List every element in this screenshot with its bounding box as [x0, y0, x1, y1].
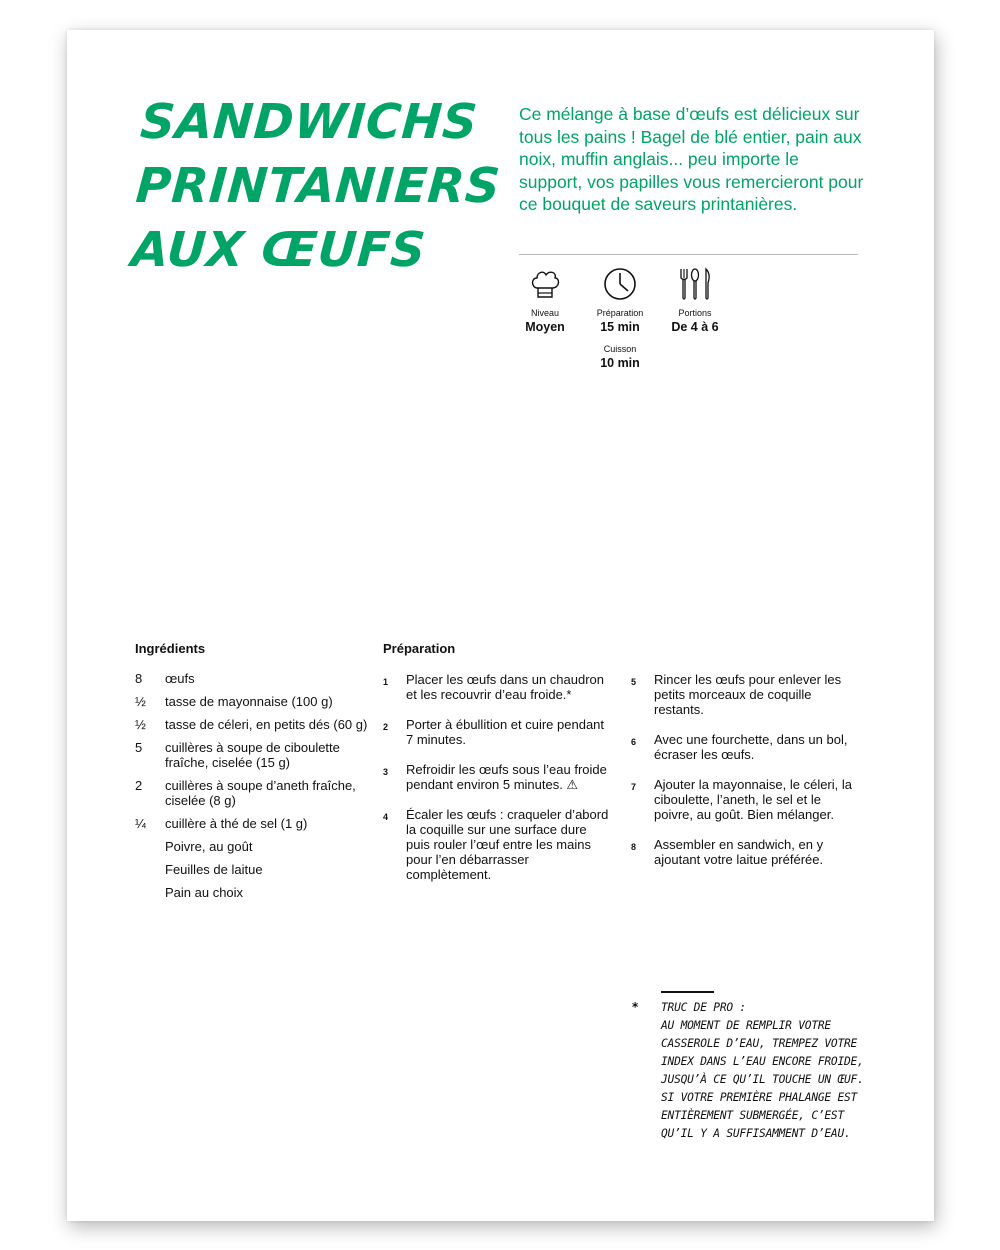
title-line-3: AUX ŒUFS [129, 222, 428, 278]
step-text: Ajouter la mayonnaise, le céleri, la ciboulette, l’aneth, le sel et le poivre, au goût. Bien mélanger. [654, 777, 852, 822]
step-text: Écaler les œufs : craqueler d’abord la coquille sur une surface dure puis rouler l’œuf entre les mains pour l’en débarrasser complètement. [406, 807, 609, 882]
ingredients-list [135, 671, 375, 908]
ingredient-qty: 5 [135, 740, 143, 755]
ingredient-item [135, 862, 375, 877]
ingredient-item [135, 740, 375, 770]
ingredient-text: Poivre, au goût [165, 839, 253, 854]
ingredient-text: tasse de céleri, en petits dés (60 g) [165, 717, 368, 732]
tip-text: AU MOMENT DE REMPLIR VOTRE CASSEROLE D’EAU, TREMPEZ VOTRE INDEX DANS L’EAU ENCORE FROIDE, JUSQU’À CE QU’IL TOUCHE UN ŒUF. SI VOTRE PREMIÈRE PHALANGE EST ENTIÈREMENT SUBMERGÉE, C’EST QU’IL Y A SUFFISAMMENT D’EAU. [661, 1019, 864, 1140]
preparation-step [383, 717, 613, 747]
step-number: 6 [631, 737, 637, 747]
cook-label: Cuisson [603, 344, 637, 354]
ingredient-item [135, 778, 375, 808]
preparation-heading: Préparation [383, 641, 456, 656]
ingredient-text: cuillères à soupe d’aneth fraîche, ciselée (8 g) [165, 778, 356, 808]
ingredient-text: cuillères à soupe de ciboulette fraîche, ciselée (15 g) [165, 740, 340, 770]
ingredient-text: cuillère à thé de sel (1 g) [165, 816, 308, 831]
preparation-step [631, 732, 861, 762]
step-text: Placer les œufs dans un chaudron et les recouvrir d’eau froide.* [406, 672, 604, 702]
step-number: 7 [631, 782, 637, 792]
ingredient-item [135, 694, 375, 709]
step-number: 4 [383, 812, 389, 822]
step-number: 8 [631, 842, 637, 852]
servings-value: De 4 à 6 [671, 320, 719, 334]
step-number: 1 [383, 677, 389, 687]
pro-tip [661, 999, 866, 1143]
recipe-intro: Ce mélange à base d’œufs est délicieux sur tous les pains ! Bagel de blé entier, pain aux noix, muffin anglais... peu importe le support, vos papilles vous remercieront pour ce bouquet de saveurs printanières. [519, 104, 864, 215]
servings-label: Portions [678, 308, 712, 318]
title-line-2: PRINTANIERS [134, 158, 503, 214]
stat-servings [655, 266, 735, 335]
step-number: 5 [631, 677, 637, 687]
step-text: Refroidir les œufs sous l’eau froide pendant environ 5 minutes. ⚠ [406, 762, 607, 792]
steps-column-2 [631, 672, 861, 882]
ingredient-qty: 8 [135, 671, 143, 686]
step-number: 2 [383, 722, 389, 732]
ingredient-qty: ¼ [135, 816, 146, 831]
ingredients-heading: Ingrédients [135, 641, 206, 656]
tip-title: TRUC DE PRO : [661, 1001, 746, 1014]
stat-time [580, 266, 660, 371]
ingredient-text: Pain au choix [165, 885, 244, 900]
step-text: Rincer les œufs pour enlever les petits morceaux de coquille restants. [654, 672, 842, 717]
chef-hat-icon [527, 266, 563, 302]
tip-star: * [632, 1000, 639, 1014]
preparation-step [631, 672, 861, 717]
ingredient-text: tasse de mayonnaise (100 g) [165, 694, 333, 709]
step-text: Avec une fourchette, dans un bol, écraser les œufs. [654, 732, 848, 762]
prep-value: 15 min [600, 320, 640, 334]
recipe-title [129, 90, 502, 282]
ingredient-item [135, 717, 375, 732]
ingredient-qty [135, 862, 165, 877]
ingredient-qty [135, 839, 165, 854]
prep-label: Préparation [596, 308, 644, 318]
ingredient-item [135, 839, 375, 854]
clock-icon [602, 266, 638, 302]
ingredient-qty [135, 885, 165, 900]
preparation-step [383, 807, 613, 882]
preparation-step [383, 762, 613, 792]
cook-value: 10 min [600, 356, 640, 370]
preparation-step [383, 672, 613, 702]
ingredient-qty: 2 [135, 778, 143, 793]
ingredient-qty: ½ [135, 717, 146, 732]
stat-level [505, 266, 585, 335]
title-line-1: SANDWICHS [138, 94, 480, 150]
step-number: 3 [383, 767, 389, 777]
header-divider [519, 254, 858, 255]
level-value: Moyen [525, 320, 565, 334]
ingredient-qty: ½ [135, 694, 146, 709]
ingredient-item [135, 671, 375, 686]
ingredient-item [135, 885, 375, 900]
level-label: Niveau [530, 308, 559, 318]
tip-divider [661, 991, 714, 993]
step-text: Assembler en sandwich, en y ajoutant votre laitue préférée. [654, 837, 824, 867]
steps-column-1 [383, 672, 613, 897]
ingredient-text: Feuilles de laitue [165, 862, 263, 877]
preparation-step [631, 777, 861, 822]
preparation-step [631, 837, 861, 867]
ingredient-text: œufs [165, 671, 195, 686]
ingredient-item [135, 816, 375, 831]
cutlery-icon [675, 266, 715, 302]
step-text: Porter à ébullition et cuire pendant 7 minutes. [406, 717, 605, 747]
